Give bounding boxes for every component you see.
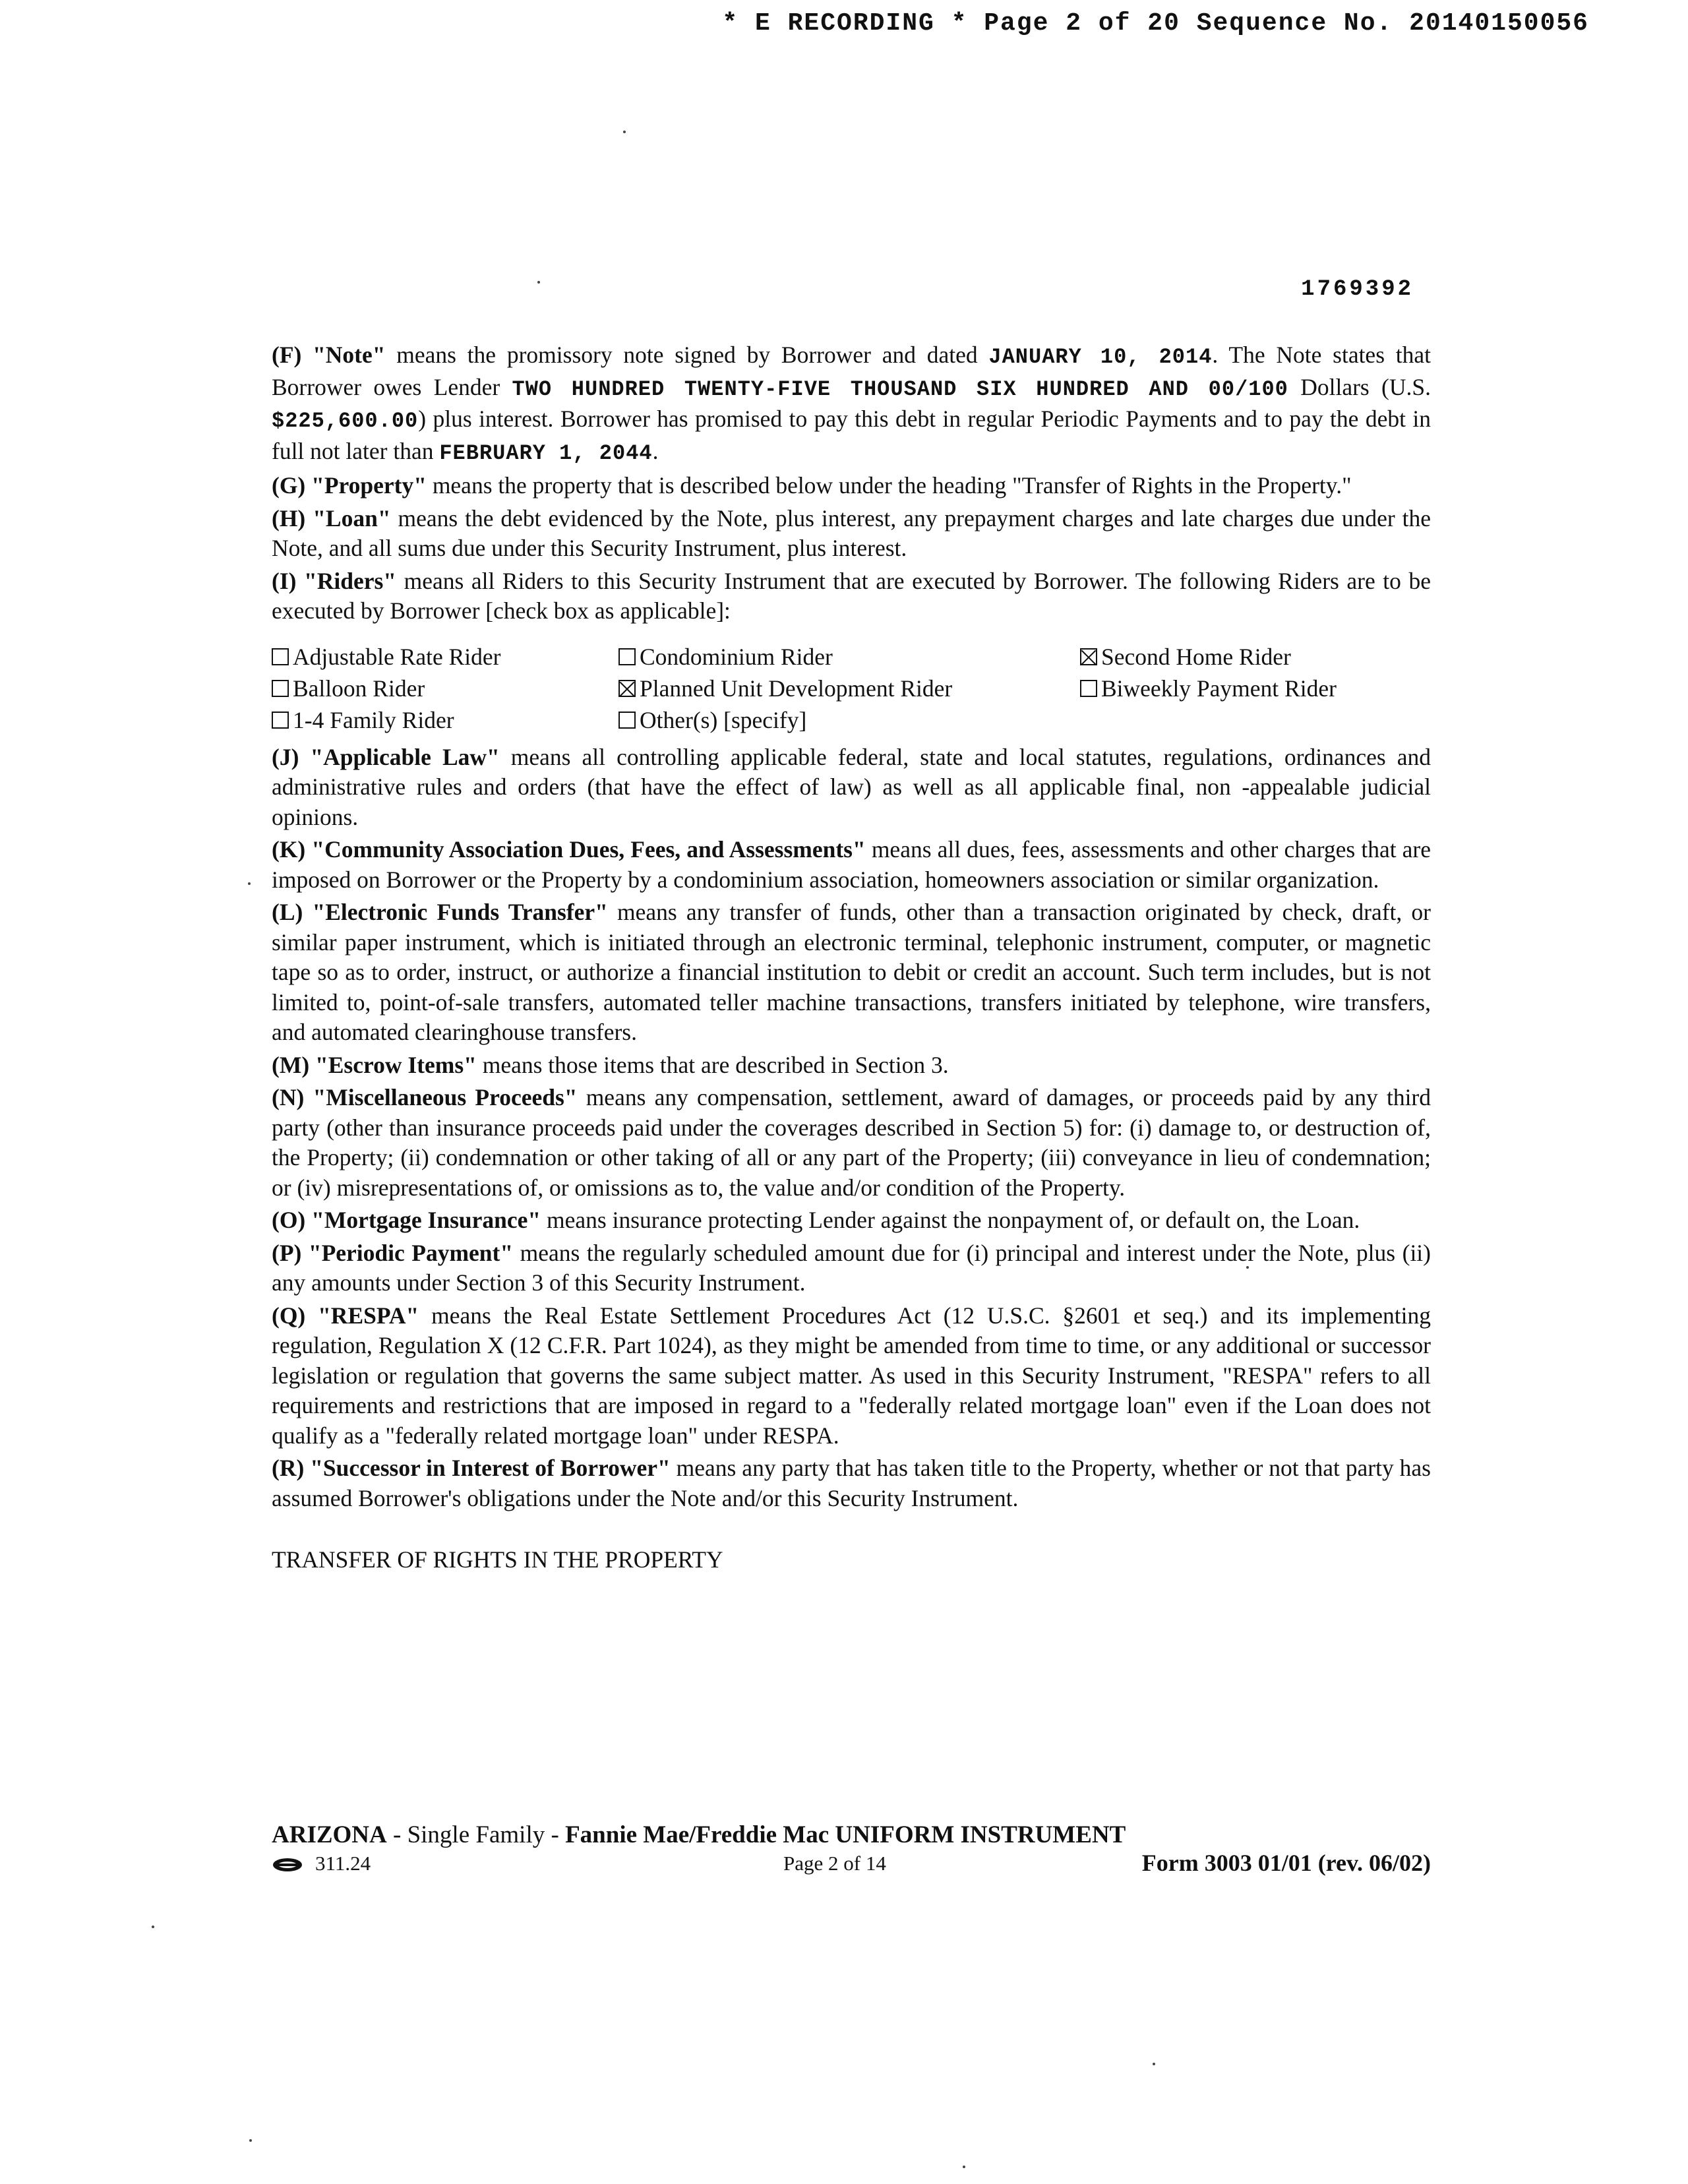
footer-separator: - (545, 1821, 566, 1848)
definition-text: means the property that is described below under the heading "Transfer of Rights in the Property." (426, 472, 1352, 499)
rider-label: Second Home Rider (1101, 643, 1291, 670)
definition-text: means the promissory note signed by Borrower and dated (385, 342, 989, 368)
definition-M (272, 1050, 1431, 1081)
scan-speck (1153, 2063, 1155, 2065)
definition-label: (P) "Periodic Payment" (272, 1239, 514, 1266)
footer-separator: - (386, 1821, 407, 1848)
form-code: 311.24 (315, 1852, 371, 1875)
definition-text: means all Riders to this Security Instrument that are executed by Borrower. The following Riders are to be executed by Borrower [check box as applicable]: (272, 567, 1431, 624)
definition-text: means any party that has taken title to the Property, whether or not that party has assumed Borrower's obligations under the Note and/or this Security Instrument. (272, 1455, 1431, 1511)
scan-speck (249, 2139, 252, 2142)
definition-text: means any transfer of funds, other than a transaction originated by check, draft, or similar paper instrument, which is initiated through an electronic terminal, telephonic instrument, computer, or magnetic tape so as to order, instruct, or authorize a financial institution to debit or credit an account. Such term includes, but is not limited to, point-of-sale transfers, automated teller machine transactions, transfers initiated by telephone, wire transfers, and automated clearinghouse transfers. (272, 899, 1432, 1045)
definition-K (272, 835, 1431, 895)
definition-label: (J) "Applicable Law" (272, 743, 500, 770)
checkbox-icon (618, 648, 636, 665)
definition-label: (M) "Escrow Items" (272, 1051, 477, 1078)
definition-label: (Q) "RESPA" (272, 1302, 419, 1329)
definition-Q (272, 1301, 1431, 1451)
definition-I (272, 566, 1431, 626)
rider-label: Other(s) [specify] (640, 706, 807, 733)
vmp-logo-icon (272, 1857, 303, 1873)
riders-checklist (272, 641, 1431, 736)
definition-label: (H) "Loan" (272, 504, 391, 531)
rider-second-home (1080, 641, 1430, 673)
rider-1-4-family (272, 704, 618, 736)
checkbox-checked-icon (618, 680, 636, 697)
definition-text: means any compensation, settlement, award of damages, or proceeds paid by any third party (other than insurance proceeds paid under the coverages described in Section 5) for: (i) damage to, or destruction of, the Property; (ii) condemnation or other taking of all or any part of the Property; (iii) conveyance in lieu of condemnation; or (iv) misrepresentations of, or omissions as to, the value and/or condition of the Property. (272, 1084, 1431, 1201)
definition-text: means the regularly scheduled amount due for (i) principal and interest under the Note, plus (ii) any amounts under Section 3 of this Security Instrument. (272, 1239, 1431, 1296)
checkbox-icon (1080, 680, 1097, 697)
rider-other (618, 704, 1080, 736)
definition-L (272, 897, 1431, 1048)
rider-label: Adjustable Rate Rider (293, 643, 501, 670)
definition-label: (G) "Property" (272, 472, 427, 499)
loan-amount-words: TWO HUNDRED TWENTY-FIVE THOUSAND SIX HUNDRED AND 00/100 (512, 377, 1288, 402)
definition-P (272, 1238, 1431, 1298)
definition-text: means insurance protecting Lender against the nonpayment of, or default on, the Loan. (541, 1207, 1360, 1233)
rider-adjustable-rate (272, 641, 618, 673)
scan-speck (963, 2166, 965, 2168)
definition-label: (I) "Riders" (272, 567, 397, 594)
definition-text: means those items that are described in Section 3. (476, 1051, 949, 1078)
definition-label: (F) "Note" (272, 342, 386, 368)
definition-text: means the debt evidenced by the Note, plus interest, any prepayment charges and late charges due under the Note, and all sums due under this Security Instrument, plus interest. (272, 504, 1431, 561)
section-heading: TRANSFER OF RIGHTS IN THE PROPERTY (272, 1546, 723, 1573)
footer-state: ARIZONA (272, 1821, 387, 1848)
recording-header: * E RECORDING * Page 2 of 20 Sequence No. 20140150056 (722, 9, 1589, 38)
checkbox-icon (618, 712, 636, 729)
maturity-date: FEBRUARY 1, 2044 (439, 440, 653, 466)
note-date: JANUARY 10, 2014 (988, 345, 1213, 369)
checkbox-icon (272, 712, 289, 729)
form-number: Form 3003 01/01 (rev. 06/02) (1141, 1850, 1431, 1876)
scan-speck (152, 1926, 154, 1928)
definition-label: (R) "Successor in Interest of Borrower" (272, 1455, 671, 1481)
rider-label: Planned Unit Development Rider (640, 675, 953, 702)
page-number: Page 2 of 14 (783, 1852, 886, 1875)
definition-text: means all controlling applicable federal, state and local statutes, regulations, ordinances and administrative rules and orders (that have the effect of law) as well as all applicable final, non -appealable judicial opinions. (272, 743, 1431, 830)
rider-label: Biweekly Payment Rider (1101, 675, 1337, 702)
definition-label: (O) "Mortgage Insurance" (272, 1207, 541, 1233)
rider-planned-unit-development (618, 673, 1080, 704)
checkbox-icon (272, 680, 289, 697)
definition-label: (L) "Electronic Funds Transfer" (272, 899, 608, 925)
scan-speck (248, 882, 251, 885)
definition-J (272, 743, 1431, 833)
definition-F (272, 340, 1431, 468)
definition-N (272, 1083, 1431, 1203)
form-footer (272, 1820, 1431, 1883)
definition-text: . The Note states that Borrower owes Lender (272, 342, 1432, 400)
definition-text: means the Real Estate Settlement Procedures Act (12 U.S.C. §2601 et seq.) and its implementing regulation, Regulation X (12 C.F.R. Part 1024), as they might be amended from time to time, or any additional or successor legislation or regulation that governs the same subject matter. As used in this Security Instrument, "RESPA" refers to all requirements and restrictions that are imposed in regard to a "federally related mortgage loan" even if the Loan does not qualify as a "federally related mortgage loan" under RESPA. (272, 1302, 1431, 1449)
definition-O (272, 1205, 1431, 1236)
scan-speck (537, 281, 540, 284)
footer-title (272, 1820, 1431, 1850)
loan-amount: $225,600.00 (272, 409, 419, 433)
definition-text: . (652, 437, 659, 464)
rider-label: 1-4 Family Rider (293, 706, 454, 733)
footer-meta (272, 1850, 1431, 1883)
rider-balloon (272, 673, 618, 704)
definition-text: Dollars (U.S. (1288, 373, 1432, 400)
definitions-body (272, 340, 1431, 1575)
rider-condominium (618, 641, 1080, 673)
definition-G (272, 471, 1431, 501)
rider-biweekly-payment (1080, 673, 1430, 704)
definition-text: means all dues, fees, assessments and other charges that are imposed on Borrower or the Property by a condominium association, homeowners association or similar organization. (272, 836, 1432, 893)
definition-text: ) plus interest. Borrower has promised to pay this debt in regular Periodic Payments and to pay the debt in full not later than (272, 406, 1431, 464)
definition-R (272, 1453, 1431, 1513)
rider-label: Condominium Rider (640, 643, 833, 670)
scan-speck (1246, 1266, 1249, 1269)
definition-label: (N) "Miscellaneous Proceeds" (272, 1084, 578, 1110)
rider-label: Balloon Rider (293, 675, 425, 702)
checkbox-checked-icon (1080, 648, 1097, 665)
definition-H (272, 504, 1431, 564)
definition-label: (K) "Community Association Dues, Fees, and Assessments" (272, 836, 866, 863)
scan-speck (623, 131, 626, 133)
checkbox-icon (272, 648, 289, 665)
document-number: 1769392 (1301, 277, 1414, 302)
footer-instrument: Fannie Mae/Freddie Mac UNIFORM INSTRUMENT (565, 1821, 1126, 1848)
footer-family: Single Family (407, 1821, 545, 1848)
